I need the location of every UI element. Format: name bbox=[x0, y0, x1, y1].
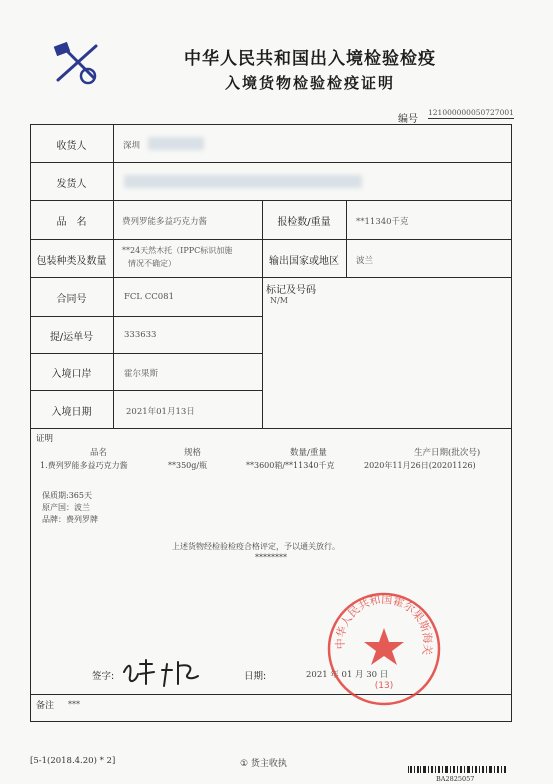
date-value: 2021年01月13日 bbox=[126, 407, 195, 417]
col-spec-header: 规格 bbox=[184, 448, 202, 458]
product-value: 费列罗能多益巧克力酱 bbox=[122, 217, 208, 227]
shipper-label: 发货人 bbox=[56, 179, 87, 190]
serial-number: 121000000050727001 bbox=[428, 108, 514, 117]
remarks-label: 备注 bbox=[36, 701, 55, 711]
product-label: 品 名 bbox=[56, 217, 87, 228]
serial-label: 编号 bbox=[398, 114, 418, 125]
sign-date-label: 日期: bbox=[244, 671, 267, 682]
origin-country-value: 波兰 bbox=[356, 256, 374, 266]
form-code: [5-1(2018.4.20) * 2] bbox=[30, 756, 116, 766]
row-product-date: 2020年11月26日(20201126) bbox=[364, 461, 476, 470]
shelf-life: 保质期:365天 bbox=[42, 491, 92, 500]
row-product-spec: **350g/瓶 bbox=[168, 461, 208, 470]
port-label: 入境口岸 bbox=[51, 369, 92, 380]
consignee-value: 深圳 bbox=[123, 141, 141, 151]
contract-label: 合同号 bbox=[56, 294, 87, 305]
quantity-value: **11340千克 bbox=[356, 217, 409, 227]
bl-label: 提/运单号 bbox=[49, 332, 94, 343]
package-value-line1: **24天然木托（IPPC标识加施 bbox=[122, 246, 233, 255]
col-name-header: 品名 bbox=[90, 448, 108, 458]
conclusion-text: 上述货物经检验检疫合格评定，予以通关放行。 bbox=[172, 542, 340, 551]
brand: 品牌：费列罗牌 bbox=[42, 515, 98, 524]
signature-label: 签字: bbox=[92, 671, 115, 682]
consignee-label: 收货人 bbox=[56, 141, 87, 152]
document-title: 入境货物检验检疫证明 bbox=[224, 74, 395, 92]
origin-country-label: 输出国家或地区 bbox=[269, 256, 339, 267]
row-product-qty: **3600箱/**11340千克 bbox=[246, 461, 335, 470]
official-seal bbox=[325, 590, 443, 708]
redacted-consignee bbox=[148, 137, 204, 150]
remarks-value: *** bbox=[68, 700, 80, 709]
col-date-header: 生产日期(批次号) bbox=[414, 448, 481, 458]
date-label: 入境日期 bbox=[51, 407, 92, 418]
quantity-label: 报检数/重量 bbox=[277, 217, 331, 228]
contract-value: FCL CC081 bbox=[124, 292, 174, 302]
package-value-line2: 情况不确定） bbox=[128, 259, 176, 268]
sign-date-value: 2021 年 01 月 30 日 bbox=[306, 670, 389, 680]
row-product-name: 1.费列罗能多益巧克力酱 bbox=[40, 461, 128, 470]
redacted-shipper bbox=[124, 175, 362, 188]
marks-value: N/M bbox=[270, 296, 288, 305]
port-value: 霍尔果斯 bbox=[124, 369, 159, 379]
marks-label: 标记及号码 bbox=[266, 285, 316, 296]
customs-emblem-icon bbox=[52, 40, 102, 86]
bl-value: 333633 bbox=[124, 330, 157, 340]
conclusion-stars: ******** bbox=[255, 553, 287, 562]
barcode-text: BA2825057 bbox=[436, 775, 475, 783]
svg-text:(13): (13) bbox=[374, 681, 394, 691]
origin-country: 原产国：波兰 bbox=[42, 503, 90, 512]
col-qty-header: 数量/重量 bbox=[290, 448, 327, 458]
svg-text:中华人民共和国霍尔果斯海关: 中华人民共和国霍尔果斯海关 bbox=[333, 592, 435, 657]
copy-label: ① 货主收执 bbox=[240, 759, 287, 769]
certificate-section-label: 证明 bbox=[36, 434, 54, 444]
handwritten-signature bbox=[118, 654, 208, 692]
package-label: 包装种类及数量 bbox=[36, 256, 107, 267]
agency-title: 中华人民共和国出入境检验检疫 bbox=[184, 49, 436, 69]
